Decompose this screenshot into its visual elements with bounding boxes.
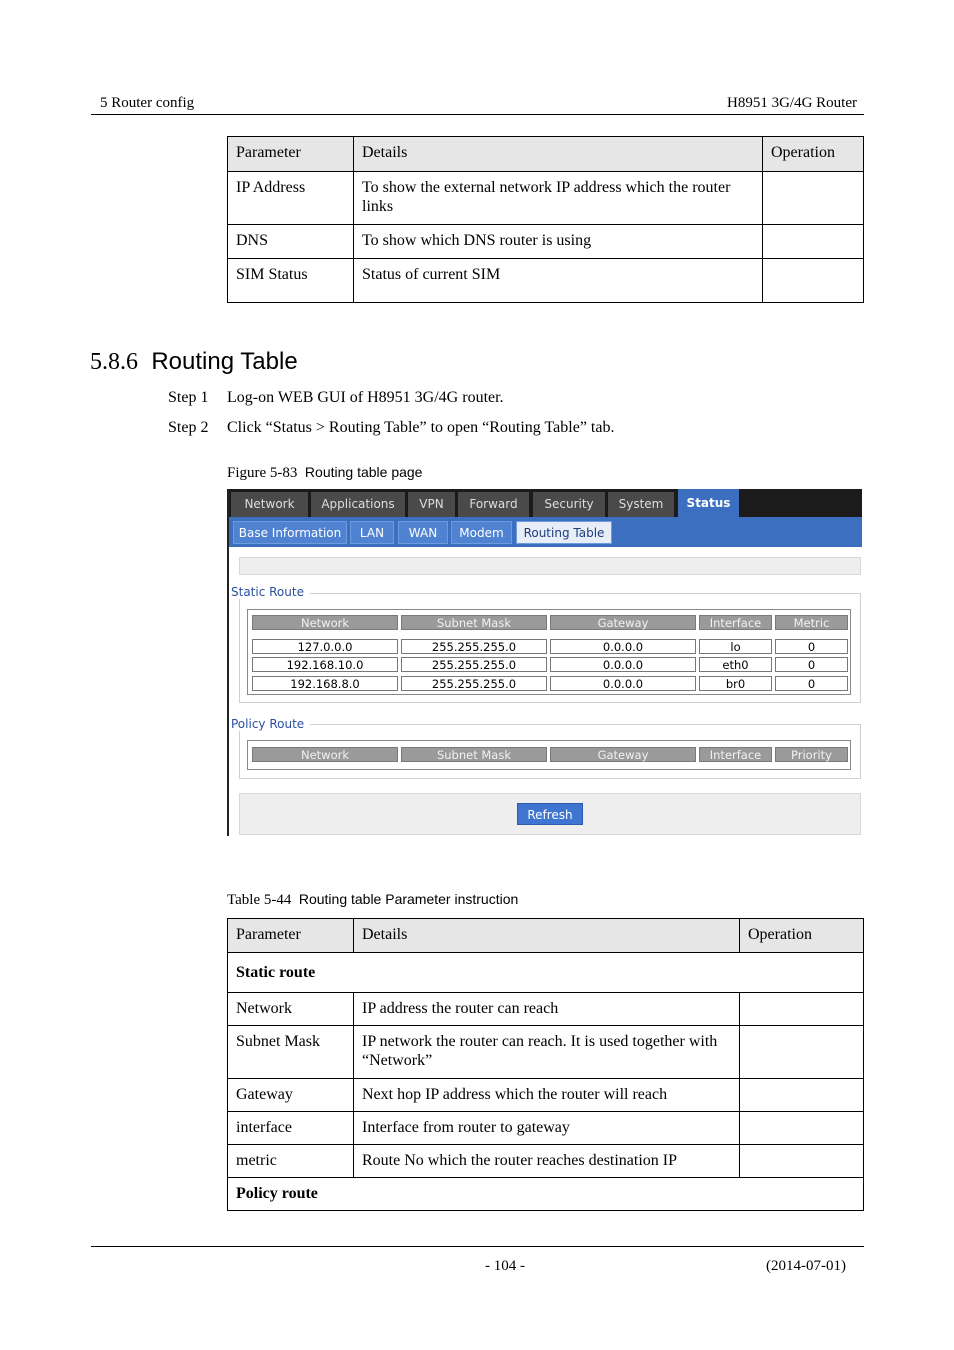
table-row bbox=[228, 1079, 864, 1112]
status-parameter-table bbox=[227, 136, 864, 303]
section-number: 5.8.6 bbox=[90, 349, 138, 375]
group-row bbox=[228, 1178, 864, 1211]
col-header-operation: Operation bbox=[763, 137, 864, 172]
col-header-details: Details bbox=[354, 919, 740, 953]
col-header-operation: Operation bbox=[740, 919, 864, 953]
cell-network: 192.168.8.0 bbox=[252, 676, 398, 691]
cell-parameter: Subnet Mask bbox=[228, 1026, 354, 1079]
group-row bbox=[228, 953, 864, 993]
cell-parameter: Network bbox=[228, 993, 354, 1026]
subtab-base-information[interactable]: Base Information bbox=[233, 521, 347, 544]
cell-details: Next hop IP address which the router will reach bbox=[354, 1079, 740, 1112]
policy-col-priority: Priority bbox=[775, 747, 848, 762]
router-ui-screenshot bbox=[227, 489, 862, 836]
cell-details: Status of current SIM bbox=[354, 259, 763, 303]
table-row bbox=[228, 1112, 864, 1145]
policy-col-gateway: Gateway bbox=[550, 747, 696, 762]
cell-parameter: SIM Status bbox=[228, 259, 354, 303]
policy-route-table bbox=[247, 740, 851, 770]
step-label: Step 2 bbox=[168, 419, 209, 436]
static-route-heading: Static route bbox=[228, 953, 864, 993]
cell-details: Route No which the router reaches destination IP bbox=[354, 1145, 740, 1178]
tab-status[interactable]: Status bbox=[678, 489, 739, 517]
tab-network[interactable]: Network bbox=[231, 492, 308, 517]
figure-title: Routing table page bbox=[304, 464, 423, 480]
cell-parameter: Gateway bbox=[228, 1079, 354, 1112]
subtab-routing-table[interactable]: Routing Table bbox=[516, 521, 612, 544]
header-rule bbox=[91, 114, 864, 115]
screenshot-border bbox=[227, 489, 229, 836]
footer-rule bbox=[91, 1246, 864, 1247]
cell-operation bbox=[763, 259, 864, 303]
tab-forward[interactable]: Forward bbox=[458, 492, 529, 517]
routing-parameter-table bbox=[227, 918, 864, 1211]
tab-vpn[interactable]: VPN bbox=[408, 492, 455, 517]
col-header-details: Details bbox=[354, 137, 763, 172]
cell-operation bbox=[740, 1079, 864, 1112]
cell-network: 192.168.10.0 bbox=[252, 657, 398, 672]
cell-gateway: 0.0.0.0 bbox=[550, 657, 696, 672]
cell-parameter: interface bbox=[228, 1112, 354, 1145]
subtab-lan[interactable]: LAN bbox=[350, 521, 394, 544]
cell-metric: 0 bbox=[775, 676, 848, 691]
cell-details: Interface from router to gateway bbox=[354, 1112, 740, 1145]
cell-operation bbox=[763, 225, 864, 259]
table-row bbox=[228, 993, 864, 1026]
tab-system[interactable]: System bbox=[608, 492, 674, 517]
running-header-product: H8951 3G/4G Router bbox=[727, 95, 857, 111]
cell-subnet-mask: 255.255.255.0 bbox=[401, 676, 547, 691]
step-text: Log-on WEB GUI of H8951 3G/4G router. bbox=[227, 389, 504, 406]
step-label: Step 1 bbox=[168, 389, 209, 406]
cell-parameter: DNS bbox=[228, 225, 354, 259]
step-2 bbox=[168, 419, 614, 437]
cell-details: IP address the router can reach bbox=[354, 993, 740, 1026]
step-text: Click “Status > Routing Table” to open “Routing Table” tab. bbox=[227, 419, 615, 436]
cell-subnet-mask: 255.255.255.0 bbox=[401, 657, 547, 672]
info-bar bbox=[239, 557, 861, 575]
footer-date: (2014-07-01) bbox=[766, 1258, 846, 1274]
cell-subnet-mask: 255.255.255.0 bbox=[401, 639, 547, 654]
section-title: Routing Table bbox=[151, 348, 298, 375]
table-row bbox=[228, 1026, 864, 1079]
table-row bbox=[228, 1145, 864, 1178]
page-number: - 104 - bbox=[485, 1258, 525, 1274]
cell-details: To show the external network IP address which the router links bbox=[354, 172, 763, 225]
figure-caption bbox=[227, 464, 422, 482]
table-row bbox=[228, 225, 864, 259]
step-1 bbox=[168, 389, 504, 407]
subtab-modem[interactable]: Modem bbox=[451, 521, 512, 544]
figure-label: Figure 5-83 bbox=[227, 465, 298, 481]
cell-interface: eth0 bbox=[699, 657, 772, 672]
policy-route-heading: Policy route bbox=[228, 1178, 864, 1211]
static-route-table bbox=[247, 609, 851, 695]
policy-col-subnet-mask: Subnet Mask bbox=[401, 747, 547, 762]
sub-navigation bbox=[227, 517, 862, 547]
cell-operation bbox=[740, 1026, 864, 1079]
static-col-metric: Metric bbox=[775, 615, 848, 630]
cell-metric: 0 bbox=[775, 657, 848, 672]
running-header-chapter: 5 Router config bbox=[100, 95, 195, 111]
static-col-gateway: Gateway bbox=[550, 615, 696, 630]
policy-col-interface: Interface bbox=[699, 747, 772, 762]
cell-interface: br0 bbox=[699, 676, 772, 691]
col-header-parameter: Parameter bbox=[228, 137, 354, 172]
cell-operation bbox=[740, 1112, 864, 1145]
policy-col-network: Network bbox=[252, 747, 398, 762]
static-col-interface: Interface bbox=[699, 615, 772, 630]
section-heading bbox=[90, 348, 298, 376]
cell-operation bbox=[740, 993, 864, 1026]
cell-details: To show which DNS router is using bbox=[354, 225, 763, 259]
cell-gateway: 0.0.0.0 bbox=[550, 639, 696, 654]
cell-network: 127.0.0.0 bbox=[252, 639, 398, 654]
table-caption bbox=[227, 891, 518, 909]
table-row bbox=[228, 259, 864, 303]
static-route-legend: Static Route bbox=[231, 585, 310, 599]
cell-parameter: IP Address bbox=[228, 172, 354, 225]
col-header-parameter: Parameter bbox=[228, 919, 354, 953]
subtab-wan[interactable]: WAN bbox=[398, 521, 448, 544]
tab-applications[interactable]: Applications bbox=[311, 492, 405, 517]
policy-route-legend: Policy Route bbox=[231, 717, 310, 731]
table-row bbox=[228, 172, 864, 225]
cell-metric: 0 bbox=[775, 639, 848, 654]
cell-operation bbox=[740, 1145, 864, 1178]
cell-gateway: 0.0.0.0 bbox=[550, 676, 696, 691]
tab-security[interactable]: Security bbox=[533, 492, 605, 517]
refresh-button[interactable]: Refresh bbox=[517, 803, 583, 825]
static-col-subnet-mask: Subnet Mask bbox=[401, 615, 547, 630]
top-navigation bbox=[227, 489, 862, 517]
cell-operation bbox=[763, 172, 864, 225]
table-title: Routing table Parameter instruction bbox=[298, 891, 519, 907]
table-label: Table 5-44 bbox=[227, 892, 292, 908]
cell-parameter: metric bbox=[228, 1145, 354, 1178]
static-col-network: Network bbox=[252, 615, 398, 630]
cell-interface: lo bbox=[699, 639, 772, 654]
cell-details: IP network the router can reach. It is used together with “Network” bbox=[354, 1026, 740, 1079]
